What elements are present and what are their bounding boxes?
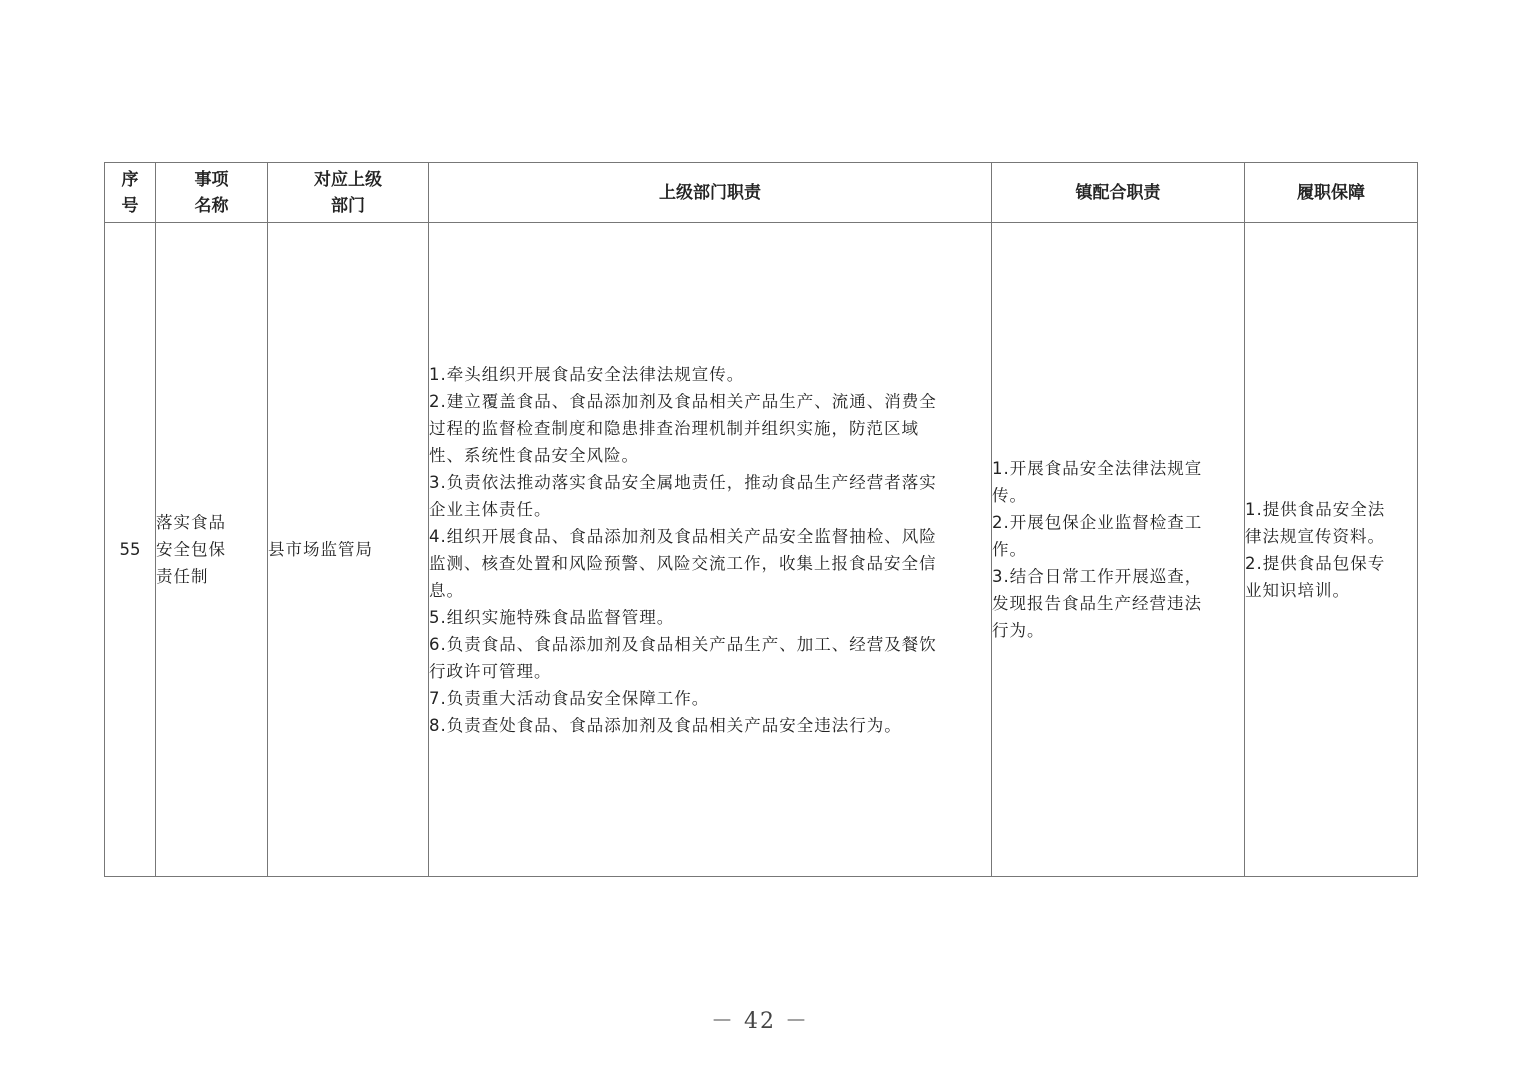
upper-duty-line: 1.牵头组织开展食品安全法律法规宣传。	[429, 364, 745, 384]
cell-guarantee	[1245, 223, 1418, 877]
cell-item-name	[156, 223, 268, 877]
upper-duty-line: 5.组织实施特殊食品监督管理。	[429, 607, 675, 627]
upper-duty-line: 4.组织开展食品、食品添加剂及食品相关产品安全监督抽检、风险	[429, 526, 937, 546]
item-name-line: 责任制	[156, 567, 209, 586]
duty-table	[104, 162, 1418, 877]
header-guarantee: 履职保障	[1245, 163, 1418, 223]
upper-duty-line: 6.负责食品、食品添加剂及食品相关产品生产、加工、经营及餐饮	[429, 634, 937, 654]
town-duty-line: 2.开展包保企业监督检查工	[992, 513, 1203, 532]
upper-duty-line: 2.建立覆盖食品、食品添加剂及食品相关产品生产、流通、消费全	[429, 391, 937, 411]
guarantee-line: 1.提供食品安全法	[1245, 499, 1386, 519]
header-no-line1: 序	[121, 169, 139, 190]
header-no	[105, 163, 156, 223]
town-duty-line: 作。	[992, 540, 1027, 559]
cell-upper-duties	[429, 223, 992, 877]
upper-duty-line: 性、系统性食品安全风险。	[429, 445, 639, 465]
header-upper-duties: 上级部门职责	[429, 163, 992, 223]
header-dept-line1: 对应上级	[314, 169, 382, 190]
upper-duty-line: 息。	[429, 580, 464, 600]
header-item-line2: 名称	[194, 195, 229, 216]
town-duty-line: 传。	[992, 486, 1027, 505]
header-town-duties: 镇配合职责	[992, 163, 1245, 223]
upper-duty-line: 3.负责依法推动落实食品安全属地责任，推动食品生产经营者落实	[429, 472, 937, 492]
guarantee-line: 2.提供食品包保专	[1245, 553, 1386, 573]
cell-town-duties	[992, 223, 1245, 877]
item-name-line: 落实食品	[156, 513, 226, 532]
header-item-name	[156, 163, 268, 223]
town-duty-line: 发现报告食品生产经营违法	[992, 594, 1202, 613]
upper-duty-line: 监测、核查处置和风险预警、风险交流工作，收集上报食品安全信	[429, 553, 937, 573]
upper-duty-line: 行政许可管理。	[429, 661, 552, 681]
header-item-line1: 事项	[194, 169, 229, 190]
header-upper-dept	[268, 163, 429, 223]
header-dept-line2: 部门	[331, 195, 365, 216]
cell-no: 55	[105, 223, 156, 877]
item-name-line: 安全包保	[156, 540, 226, 559]
town-duty-line: 3.结合日常工作开展巡查，	[992, 567, 1203, 586]
page-number: － 42 －	[711, 1009, 809, 1034]
town-duty-line: 1.开展食品安全法律法规宣	[992, 459, 1203, 478]
guarantee-line: 业知识培训。	[1245, 580, 1350, 600]
upper-duty-line: 过程的监督检查制度和隐患排查治理机制并组织实施，防范区域	[429, 418, 919, 438]
upper-duty-line: 8.负责查处食品、食品添加剂及食品相关产品安全违法行为。	[429, 715, 902, 735]
cell-upper-dept: 县市场监管局	[268, 223, 429, 877]
guarantee-line: 律法规宣传资料。	[1245, 526, 1385, 546]
upper-duty-line: 企业主体责任。	[429, 499, 552, 519]
town-duty-line: 行为。	[992, 621, 1045, 640]
upper-duty-line: 7.负责重大活动食品安全保障工作。	[429, 688, 710, 708]
header-no-line2: 号	[121, 195, 139, 216]
table-row	[105, 223, 1418, 877]
header-row	[105, 163, 1418, 223]
